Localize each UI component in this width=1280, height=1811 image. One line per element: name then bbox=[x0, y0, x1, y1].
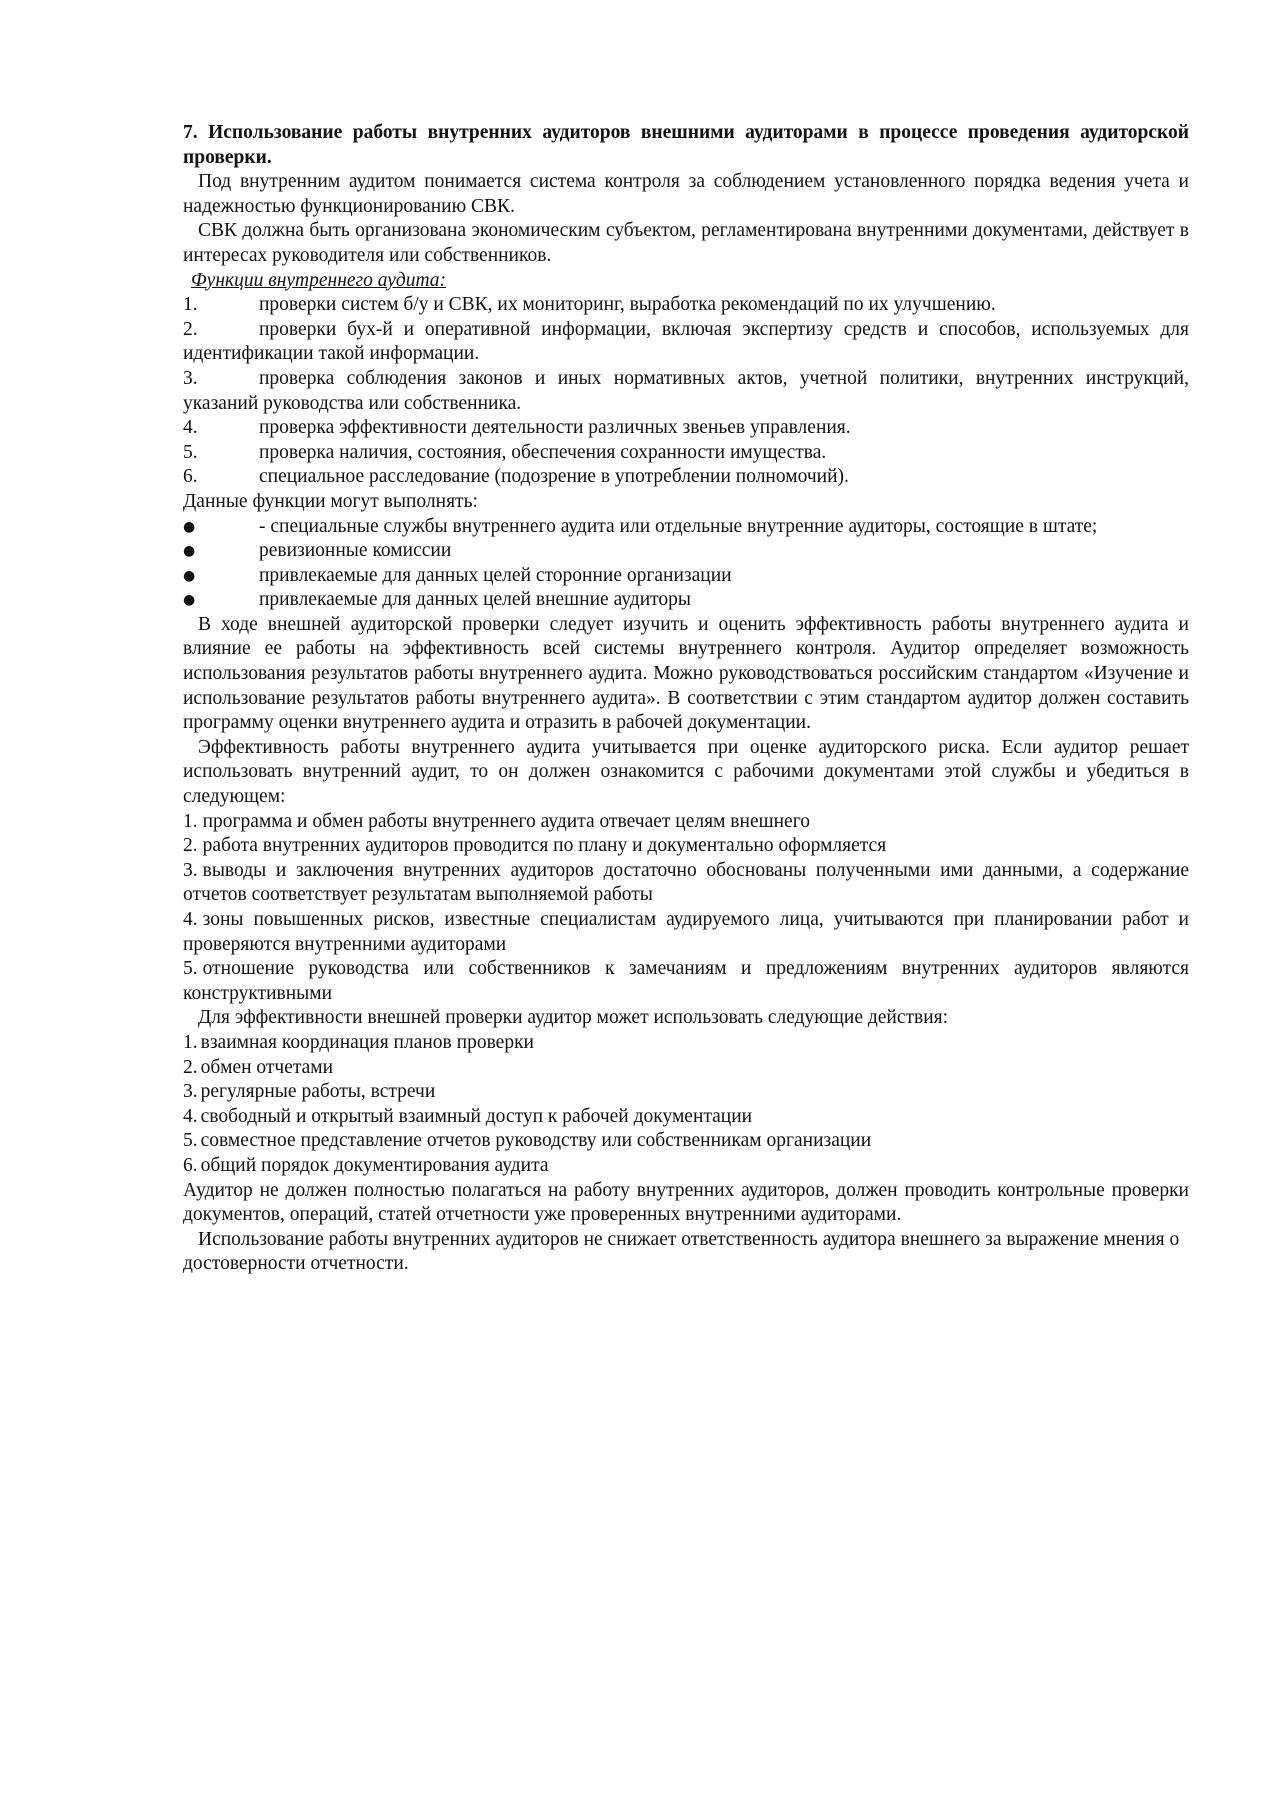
intro-paragraph-1: Под внутренним аудитом понимается система контроля за соблюдением установленного порядка ведения учета и надежностью функционированию СВК. bbox=[183, 171, 1189, 217]
actions-list bbox=[183, 1031, 1189, 1179]
action-item-5 bbox=[183, 1129, 1189, 1154]
function-item-2 bbox=[183, 318, 1189, 367]
intro-paragraph-2: СВК должна быть организована экономическим субъектом, регламентирована внутренними документами, действует в интересах руководителя или собственников. bbox=[183, 220, 1189, 266]
document-page bbox=[183, 121, 1189, 1277]
check-text: программа и обмен работы внутреннего аудита отвечает целям внешнего bbox=[202, 810, 810, 832]
bullet-icon: ● bbox=[183, 543, 196, 560]
function-item-4 bbox=[183, 416, 1189, 441]
function-number: 4. bbox=[183, 417, 198, 439]
function-text: проверки бух-й и оперативной информации, включая экспертизу средств и способов, используемых для идентификации такой информации. bbox=[183, 318, 1189, 365]
checks-list bbox=[183, 810, 1189, 1007]
function-text: проверки систем б/у и СВК, их мониторинг, выработка рекомендаций по их улучшению. bbox=[259, 294, 996, 316]
action-item-1 bbox=[183, 1031, 1189, 1056]
function-item-6 bbox=[183, 465, 1189, 490]
functions-list bbox=[183, 293, 1189, 490]
function-number: 5. bbox=[183, 441, 198, 463]
performer-item-4 bbox=[183, 588, 1189, 613]
action-item-4 bbox=[183, 1105, 1189, 1130]
action-item-2 bbox=[183, 1056, 1189, 1081]
action-text: регулярные работы, встречи bbox=[200, 1081, 436, 1103]
evaluation-paragraph: В ходе внешней аудиторской проверки следует изучить и оценить эффективность работы внутреннего аудита и влияние ее работы на эффективность всей системы внутреннего контроля. Аудитор определяет возможность использования результатов работы внутреннего аудита. Можно руководствоваться российским стандартом «Изучение и использование результатов работы внутреннего аудита». В соответствии с этим стандартом аудитор должен составить программу оценки внутреннего аудита и отразить в рабочей документации. bbox=[183, 613, 1189, 734]
check-text: выводы и заключения внутренних аудиторов достаточно обоснованы полученными ими данными, а содержание отчетов соответствует результатам выполняемой работы bbox=[183, 859, 1189, 906]
check-item-2 bbox=[183, 834, 1189, 859]
functions-heading: Функции внутреннего аудита: bbox=[191, 269, 447, 291]
function-number: 2. bbox=[183, 318, 198, 340]
check-number: 3. bbox=[183, 859, 198, 881]
bullet-icon: ● bbox=[183, 592, 196, 609]
action-text: обмен отчетами bbox=[200, 1056, 334, 1078]
function-text: проверка соблюдения законов и иных нормативных актов, учетной политики, внутренних инструкций, указаний руководства или собственника. bbox=[183, 367, 1189, 414]
function-number: 6. bbox=[183, 466, 198, 488]
action-text: общий порядок документирования аудита bbox=[200, 1154, 549, 1176]
check-number: 1. bbox=[183, 810, 198, 832]
action-number: 5. bbox=[183, 1130, 198, 1152]
actions-intro: Для эффективности внешней проверки аудитор может использовать следующие действия: bbox=[198, 1007, 949, 1029]
check-number: 5. bbox=[183, 958, 198, 980]
action-number: 3. bbox=[183, 1081, 198, 1103]
reliance-paragraph: Аудитор не должен полностью полагаться на работу внутренних аудиторов, должен проводить контрольные проверки документов, операций, статей отчетности уже проверенных внутренними аудиторами. bbox=[183, 1179, 1189, 1226]
function-text: проверка наличия, состояния, обеспечения сохранности имущества. bbox=[259, 441, 827, 463]
action-number: 4. bbox=[183, 1105, 198, 1127]
performer-item-1 bbox=[183, 515, 1189, 540]
check-item-3 bbox=[183, 859, 1189, 908]
bullet-icon: ● bbox=[183, 567, 196, 584]
function-item-5 bbox=[183, 441, 1189, 466]
action-number: 2. bbox=[183, 1056, 198, 1078]
check-number: 4. bbox=[183, 909, 198, 930]
performers-list bbox=[183, 515, 1189, 613]
action-text: совместное представление отчетов руководству или собственникам организации bbox=[200, 1130, 872, 1152]
function-text: проверка эффективности деятельности различных звеньев управления. bbox=[259, 417, 851, 439]
performers-intro: Данные функции могут выполнять: bbox=[183, 490, 478, 512]
check-text: работа внутренних аудиторов проводится по плану и документально оформляется bbox=[202, 835, 887, 857]
action-number: 6. bbox=[183, 1154, 198, 1176]
check-number: 2. bbox=[183, 835, 198, 857]
performer-item-2 bbox=[183, 539, 1189, 564]
check-text: зоны повышенных рисков, известные специалистам аудируемого лица, учитываются при планировании работ и проверяются внутренними аудиторами bbox=[183, 909, 1189, 955]
check-item-4 bbox=[183, 908, 1189, 957]
function-item-1 bbox=[183, 293, 1189, 318]
action-item-6 bbox=[183, 1154, 1189, 1179]
performer-text: ревизионные комиссии bbox=[259, 540, 452, 562]
performer-text: привлекаемые для данных целей сторонние организации bbox=[259, 564, 732, 586]
bullet-icon: ● bbox=[183, 518, 196, 535]
performer-text: привлекаемые для данных целей внешние аудиторы bbox=[259, 589, 691, 611]
function-number: 1. bbox=[183, 294, 198, 316]
function-item-3 bbox=[183, 367, 1189, 416]
performer-text: - специальные службы внутреннего аудита или отдельные внутренние аудиторы, состоящие в штате; bbox=[259, 515, 1098, 537]
conclusion-paragraph: Использование работы внутренних аудиторов не снижает ответственность аудитора внешнего за выражение мнения о достоверности отчетности. bbox=[183, 1228, 1180, 1275]
check-text: отношение руководства или собственников к замечаниям и предложениям внутренних аудиторов являются конструктивными bbox=[183, 958, 1189, 1004]
action-text: свободный и открытый взаимный доступ к рабочей документации bbox=[200, 1105, 753, 1127]
action-number: 1. bbox=[183, 1031, 198, 1053]
action-item-3 bbox=[183, 1080, 1189, 1105]
performer-item-3 bbox=[183, 564, 1189, 589]
function-number: 3. bbox=[183, 367, 198, 389]
risk-paragraph: Эффективность работы внутреннего аудита учитывается при оценке аудиторского риска. Если аудитор решает использовать внутренний аудит, то он должен ознакомится с рабочими документами этой службы и убедиться в следующем: bbox=[183, 736, 1189, 808]
check-item-1 bbox=[183, 810, 1189, 835]
action-text: взаимная координация планов проверки bbox=[200, 1031, 534, 1053]
check-item-5 bbox=[183, 957, 1189, 1006]
section-title: 7. Использование работы внутренних аудиторов внешними аудиторами в процессе проведения аудиторской проверки. bbox=[183, 122, 1189, 168]
function-text: специальное расследование (подозрение в употреблении полномочий). bbox=[259, 466, 849, 488]
